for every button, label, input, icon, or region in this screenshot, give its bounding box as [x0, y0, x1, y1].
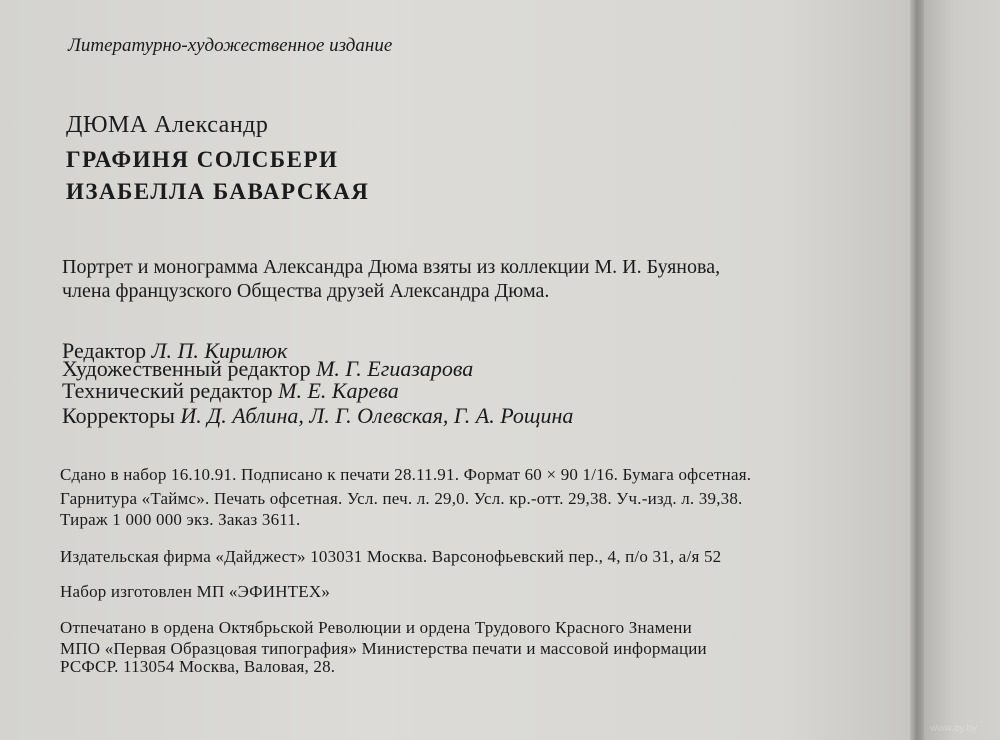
credit-role: Редактор: [62, 338, 147, 363]
credit-proofreaders: [62, 405, 573, 427]
book-title-2: ИЗАБЕЛЛА БАВАРСКАЯ: [66, 179, 370, 204]
watermark-text: www.ay.by: [930, 723, 978, 734]
credit-role: Корректоры: [62, 403, 175, 428]
portrait-note-line-1: Портрет и монограмма Александра Дюма взяты из коллекции М. И. Буянова,: [62, 256, 721, 278]
credit-tech-editor: [62, 380, 399, 402]
credit-role: Технический редактор: [62, 378, 273, 403]
print-details-line-2: Гарнитура «Таймс». Печать офсетная. Усл. печ. л. 29,0. Усл. кр.-отт. 29,38. Уч.-изд. л. 39,38.: [60, 489, 743, 508]
adjacent-page: [924, 0, 1000, 740]
credit-role: Художественный редактор: [62, 356, 311, 381]
author-name: ДЮМА Александр: [66, 112, 269, 138]
printer-line-1: Отпечатано в ордена Октябрьской Революции и ордена Трудового Красного Знамени: [60, 618, 692, 637]
credit-person: М. Г. Егиазарова: [316, 356, 474, 381]
credit-art-editor: [62, 358, 473, 380]
printer-line-2: МПО «Первая Образцовая типография» Министерства печати и массовой информации: [60, 639, 707, 658]
book-title-1: ГРАФИНЯ СОЛСБЕРИ: [66, 147, 339, 172]
portrait-note-line-2: члена французского Общества друзей Александра Дюма.: [62, 280, 550, 302]
watermark-logo: [930, 720, 994, 734]
printer-line-3: РСФСР. 113054 Москва, Валовая, 28.: [60, 657, 336, 676]
credit-person: И. Д. Аблина, Л. Г. Олевская, Г. А. Рощина: [180, 403, 574, 428]
edition-type: Литературно-художественное издание: [68, 35, 393, 56]
publisher-line: Издательская фирма «Дайджест» 103031 Москва. Варсонофьевский пер., 4, п/о 31, а/я 52: [60, 547, 722, 566]
print-details-line-1: Сдано в набор 16.10.91. Подписано к печати 28.11.91. Формат 60 × 90 1/16. Бумага офсетная.: [60, 465, 752, 484]
credit-person: Л. П. Кирилюк: [151, 338, 288, 363]
typesetting-line: Набор изготовлен МП «ЭФИНТЕХ»: [60, 582, 331, 601]
credit-person: М. Е. Карева: [278, 378, 399, 403]
print-details-line-3: Тираж 1 000 000 экз. Заказ 3611.: [60, 510, 301, 529]
